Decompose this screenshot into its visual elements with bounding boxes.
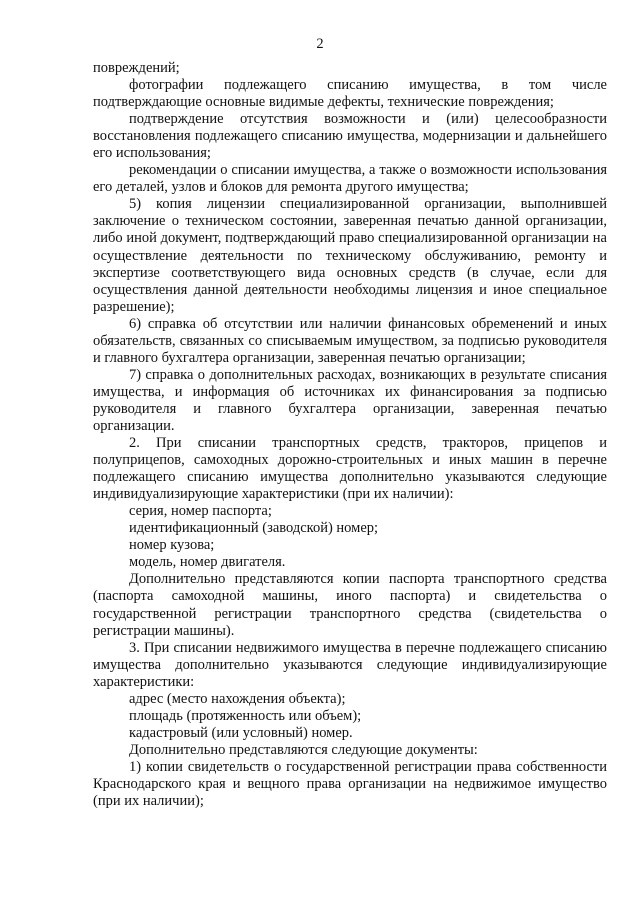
page-number: 2 (316, 36, 324, 52)
document-body (93, 60, 607, 810)
list-item-area: площадь (протяженность или объем); (129, 707, 362, 724)
paragraph-photos: фотографии подлежащего списанию имущества, в том числе подтверждающие основные видимые дефекты, технические повреждения; (93, 77, 607, 111)
paragraph-item-1-certificates: 1) копии свидетельств о государственной регистрации права собственности Краснодарского края и вещного права организации на недвижимое имущество (при их наличии); (93, 758, 607, 810)
list-item-passport: серия, номер паспорта; (129, 503, 272, 520)
paragraph-item-7: 7) справка о дополнительных расходах, возникающих в результате списания имущества, и информация об источниках их финансирования за подписью руководителя и главного бухгалтера организации, заверенная печатью организации. (93, 366, 607, 434)
paragraph-additional-documents: Дополнительно представляются следующие документы: (129, 741, 478, 758)
paragraph-section-3: 3. При списании недвижимого имущества в перечне подлежащего списанию имущества дополнительно указываются следующие индивидуализирующие характеристики: (93, 639, 607, 690)
paragraph-item-5: 5) копия лицензии специализированной организации, выполнившей заключение о техническом состоянии, заверенная печатью данной организации, либо иной документ, подтверждающий право специализированной организации на осуществление деятельности по техническому обслуживанию, ремонту и экспертизе соответствующего вида основных средств (в случае, если для осуществления данной деятельности необходимы лицензия и иное специальное разрешение); (93, 196, 607, 315)
paragraph-item-6: 6) справка об отсутствии или наличии финансовых обременений и иных обязательств, связанных со списываемым имуществом, за подписью руководителя и главного бухгалтера организации, заверенная печатью организации; (93, 315, 607, 366)
list-item-body-number: номер кузова; (129, 537, 215, 554)
paragraph-confirmation: подтверждение отсутствия возможности и (или) целесообразности восстановления подлежащего списанию имущества, модернизации и дальнейшего его использования; (93, 111, 607, 162)
list-item-cadastral: кадастровый (или условный) номер. (129, 724, 353, 741)
paragraph-section-2: 2. При списании транспортных средств, тракторов, прицепов и полуприцепов, самоходных дорожно-строительных и иных машин в перечне подлежащего списанию имущества дополнительно указываются следующие индивидуализирующие характеристики (при их наличии): (93, 435, 607, 503)
list-item-vin: идентификационный (заводской) номер; (129, 520, 379, 537)
paragraph-continuation: повреждений; (93, 60, 180, 76)
paragraph-vehicle-documents: Дополнительно представляются копии паспорта транспортного средства (паспорта самоходной машины, иного паспорта) и свидетельства о государственной регистрации транспортного средства (свидетельства о регистрации машины). (93, 571, 607, 639)
list-item-address: адрес (место нахождения объекта); (129, 690, 346, 707)
list-item-engine: модель, номер двигателя. (129, 554, 286, 571)
paragraph-recommendations: рекомендации о списании имущества, а также о возможности использования его деталей, узлов и блоков для ремонта другого имущества; (93, 162, 607, 196)
